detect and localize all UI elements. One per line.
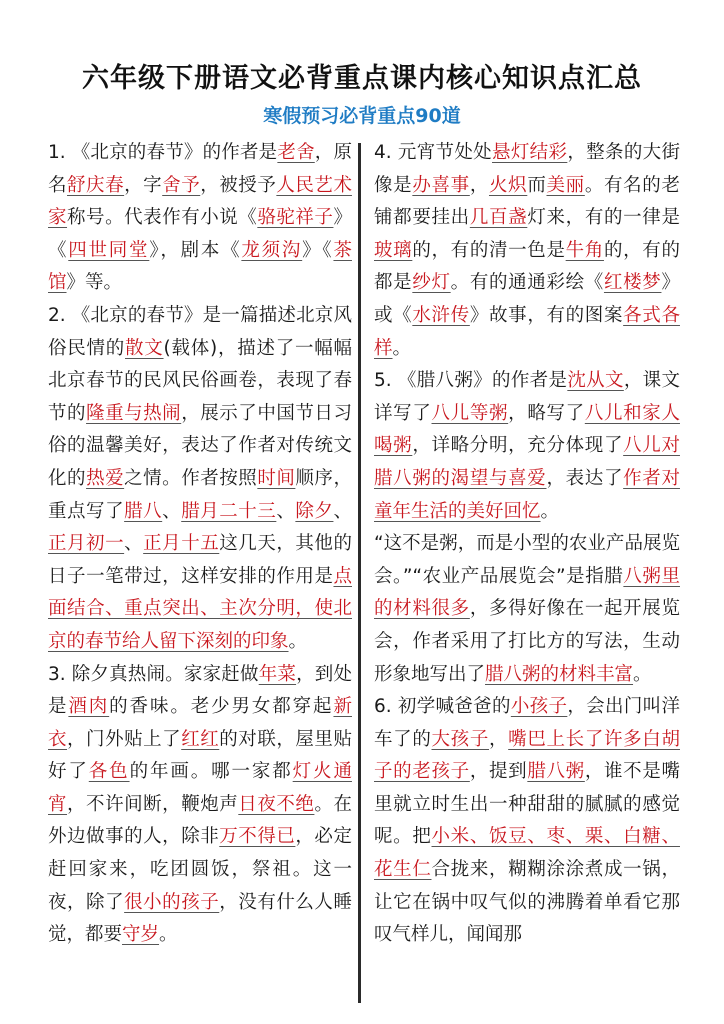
- body-text: 5. 《腊八粥》的作者是: [374, 370, 568, 392]
- body-text: 》，剧本《: [149, 239, 242, 261]
- left-column: [48, 137, 352, 952]
- answer-text: 新衣: [48, 696, 352, 750]
- answer-text: 茶馆: [48, 239, 352, 294]
- body-text: 4. 元宵节处处: [374, 142, 493, 163]
- column-divider: [358, 143, 361, 1003]
- answer-text: 很小的孩子: [124, 891, 220, 913]
- answer-text: 万不得已: [219, 826, 296, 848]
- answer-text: 小米、饭豆、枣、栗、白糖、花生仁: [374, 826, 680, 881]
- body-text: 顺序，重点写了: [48, 467, 352, 522]
- body-text: ，没有什么人睡觉，都要: [48, 891, 352, 946]
- body-text: 。有的通通彩绘《: [450, 272, 604, 294]
- answer-text: 腊月二十三: [181, 500, 277, 522]
- answer-text: 八儿等粥: [431, 402, 509, 424]
- body-text: 。: [633, 663, 652, 685]
- body-text: 的香味。老少男女都穿起: [109, 696, 334, 718]
- answer-text: 点面结合、重点突出、主次分明，使北京的春节给人留下深刻的印象: [48, 565, 352, 652]
- body-text: 。: [540, 500, 560, 522]
- body-text: 、: [333, 500, 352, 522]
- answer-text: 八儿对腊八粥的渴望与喜爱: [374, 435, 680, 489]
- body-text: 》或《: [374, 272, 680, 326]
- knowledge-item-6: [374, 691, 680, 952]
- body-text: 》《: [302, 239, 334, 261]
- answer-text: 正月初一: [48, 533, 125, 555]
- body-text: ，到处是: [48, 663, 352, 718]
- body-text: 之情。作者按照: [124, 467, 258, 489]
- body-text: ，: [469, 174, 489, 196]
- right-column: [374, 137, 680, 952]
- answer-text: 龙须沟: [241, 239, 303, 261]
- answer-text: 舍予: [162, 174, 201, 196]
- body-text: 的，有的清一色是: [412, 239, 566, 261]
- body-text: 灯来，有的一律是: [527, 207, 680, 229]
- body-text: ，: [489, 728, 509, 750]
- body-text: 3. 除夕真热闹。家家赶做: [48, 663, 259, 685]
- answer-text: 水浒传: [412, 304, 470, 326]
- body-text: ，详略分明，充分体现了: [412, 435, 624, 457]
- answer-text: 人民艺术家: [48, 174, 352, 229]
- answer-text: 办喜事: [412, 174, 470, 196]
- answer-text: 热爱: [86, 467, 125, 489]
- page-title: 六年级下册语文必背重点课内核心知识点汇总: [82, 63, 642, 94]
- body-text: “这不是粥，而是小型的农业产品展览会。”“农业产品展览会”是指腊: [374, 533, 680, 587]
- knowledge-item-5-quote: [374, 528, 680, 691]
- body-text: 。在外边做事的人，除非: [48, 793, 352, 848]
- answer-text: 各式各样: [374, 304, 680, 359]
- knowledge-item-5: [374, 365, 680, 528]
- answer-text: 红红: [181, 728, 220, 750]
- body-text: 、: [162, 500, 182, 522]
- answer-text: 嘴巴上长了许多白胡子的老孩子: [374, 728, 680, 783]
- knowledge-item-3: [48, 659, 352, 952]
- answer-text: 酒肉: [68, 696, 110, 718]
- answer-text: 腊八粥: [527, 761, 585, 783]
- answer-text: 时间: [257, 467, 296, 489]
- answer-text: 隆重与热闹: [86, 402, 182, 424]
- body-text: ，展示了中国节日习俗的温馨美好，表达了作者对传统文化的: [48, 402, 352, 489]
- body-text: ，会出门叫洋车了的: [374, 696, 680, 750]
- answer-text: 腊八粥的材料丰富: [485, 663, 634, 685]
- body-text: ，提到: [469, 761, 528, 783]
- body-text: 称号。代表作有小说《: [67, 207, 258, 229]
- answer-text: 散文: [125, 337, 164, 359]
- answer-text: 大孩子: [431, 728, 489, 750]
- answer-text: 除夕: [295, 500, 334, 522]
- body-text: ，必定赶回家来，吃团圆饭，祭祖。这一夜，除了: [48, 826, 352, 913]
- body-text: ，字: [124, 174, 163, 196]
- body-text: 、: [276, 500, 296, 522]
- answer-text: 年菜: [258, 663, 297, 685]
- knowledge-item-2: [48, 300, 352, 659]
- knowledge-item-4: [374, 137, 680, 365]
- body-text: 合拢来，糊糊涂涂煮成一锅，让它在锅中叹气似的沸腾着单看它那叹气样儿，闻闻那: [374, 859, 680, 946]
- answer-text: 四世同堂: [68, 239, 150, 261]
- body-text: ，原名: [48, 142, 352, 196]
- answer-text: 几百盏: [469, 207, 528, 229]
- answer-text: 纱灯: [412, 272, 451, 294]
- body-text: ，表达了: [546, 467, 624, 489]
- body-text: 的对联，屋里贴好了: [48, 728, 352, 783]
- body-text: ，不许间断，鞭炮声: [67, 793, 239, 815]
- answer-text: 守岁: [122, 924, 160, 946]
- answer-text: 玻璃: [374, 239, 413, 261]
- answer-text: 各色: [88, 761, 130, 783]
- body-text: ，略写了: [508, 402, 585, 424]
- body-text: ，谁不是嘴里就立时生出一种甜甜的腻腻的感觉呢。把: [374, 761, 680, 848]
- body-text: 。: [392, 337, 412, 359]
- answer-text: 美丽: [546, 174, 585, 196]
- answer-text: 正月十五: [143, 533, 220, 555]
- body-text: 而: [527, 174, 547, 196]
- body-text: ，被授予: [200, 174, 277, 196]
- answer-text: 八儿和家人喝粥: [374, 402, 680, 457]
- body-text: ，整条的大街像是: [374, 142, 680, 196]
- body-text: 》等。: [66, 272, 123, 294]
- answer-text: 八粥里的材料很多: [374, 565, 680, 620]
- body-text: 的年画。哪一家都: [129, 761, 293, 783]
- answer-text: 腊八: [124, 500, 163, 522]
- body-text: 。有名的老铺都要挂出: [374, 174, 680, 229]
- answer-text: 红楼梦: [603, 272, 662, 294]
- body-text: 、: [124, 533, 144, 555]
- answer-text: 日夜不绝: [238, 793, 315, 815]
- answer-text: 牛角: [565, 239, 604, 261]
- body-text: 》故事，有的图案: [469, 304, 624, 326]
- knowledge-item-1: [48, 137, 352, 300]
- body-text: ，课文详写了: [374, 370, 680, 424]
- body-text: 1. 《北京的春节》的作者是: [48, 142, 278, 163]
- answer-text: 老舍: [277, 142, 315, 163]
- body-text: (载体)，描述了一幅幅北京春节的民风民俗画卷，表现了春节的: [48, 337, 352, 424]
- body-text: 这几天，其他的日子一笔带过，这样安排的作用是: [48, 533, 352, 587]
- answer-text: 舒庆春: [67, 174, 125, 196]
- body-text: 。: [288, 630, 308, 652]
- answer-text: 骆驼祥子: [257, 207, 334, 229]
- answer-text: 沈从文: [567, 370, 624, 392]
- answer-text: 火炽: [488, 174, 528, 196]
- body-text: 2. 《北京的春节》是一篇描述北京风俗民情的: [48, 304, 352, 359]
- body-text: 6. 初学喊爸爸的: [374, 696, 511, 718]
- body-text: ，门外贴上了: [67, 728, 182, 750]
- answer-text: 作者对童年生活的美好回忆: [374, 467, 680, 522]
- body-text: 》《: [48, 207, 352, 261]
- body-text: ，多得好像在一起开展览会，作者采用了打比方的写法，生动形象地写出了: [374, 598, 680, 685]
- page-subtitle: 寒假预习必背重点90道: [263, 105, 461, 127]
- answer-text: 小孩子: [510, 696, 568, 718]
- body-text: 。: [159, 924, 178, 946]
- body-text: 的，有的都是: [374, 239, 680, 294]
- answer-text: 悬灯结彩: [492, 142, 568, 163]
- answer-text: 灯火通宵: [48, 761, 352, 815]
